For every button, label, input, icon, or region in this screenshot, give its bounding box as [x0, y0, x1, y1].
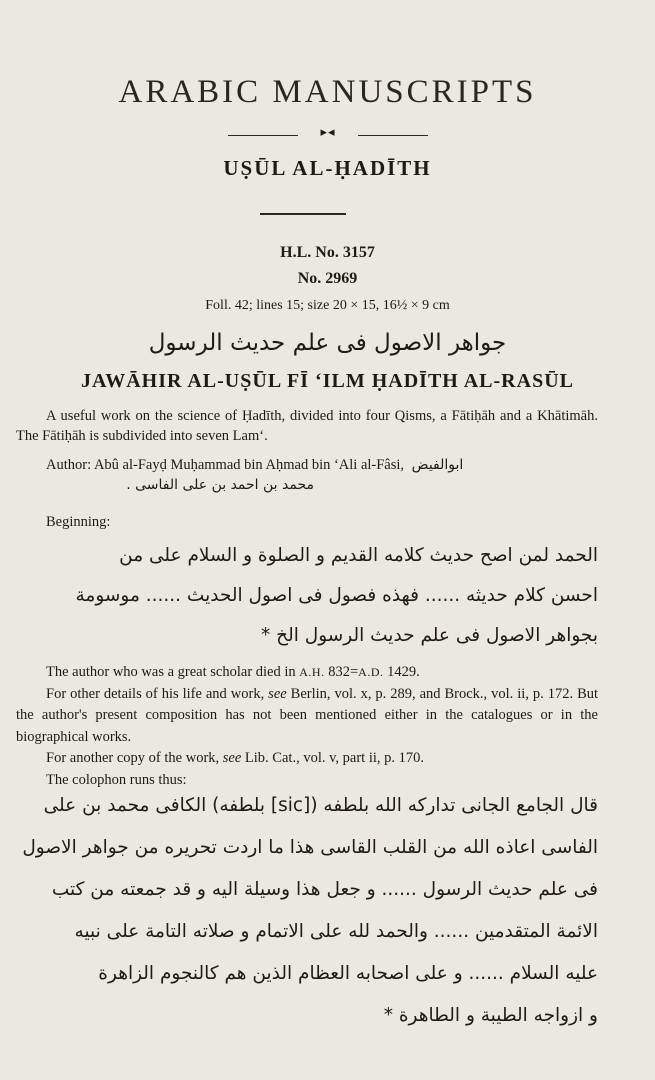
- era-ad: A.D.: [358, 665, 384, 679]
- divider-rule: [260, 213, 346, 215]
- ornament-line-right: [358, 135, 428, 136]
- colophon-line: الائمة المتقدمين ...... والحمد لله على الاتمام و صلاته التامة على نبيه: [74, 921, 598, 942]
- catalogue-number: No. 2969: [297, 270, 358, 287]
- other-details-text: Berlin, vol. x, p. 289, and Brock., vol. ii, p. 172. But the author's present composition has not been mentioned either in the catalogues or in the biographical works.: [16, 685, 599, 745]
- colophon-line: قال الجامع الجانى تداركه الله بلطفه ([sic] بلطفه) الكافى محمد بن على: [43, 795, 598, 816]
- death-year-ah: 832=: [328, 664, 359, 680]
- colophon-line: عليه السلام ...... و على اصحابه العظام الذين هم كالنجوم الزاهرة: [98, 963, 598, 984]
- ornament-glyph: ▸◂: [320, 124, 336, 139]
- work-title: JAWĀHIR AL-UṢŪL FĪ ‘ILM ḤADĪTH AL-RASŪL: [81, 370, 574, 392]
- beginning-arabic: [16, 536, 598, 656]
- author-label: Author:: [46, 457, 92, 473]
- death-note-text: The author who was a great scholar died in: [46, 664, 296, 680]
- arabic-work-title: جواهر الاصول فى علم حديث الرسول: [148, 330, 507, 356]
- author-arabic-1: ابوالفيض: [411, 457, 464, 473]
- death-year-ad: 1429.: [387, 664, 420, 680]
- section-subtitle: UṢŪL AL-ḤADĪTH: [223, 156, 432, 180]
- notes-block: [16, 662, 598, 791]
- work-description: A useful work on the science of Ḥadīth, divided into four Qisms, a Fātiḥāh and a Khātimāh. The Fātiḥāh is subdivided into seven Lam‘.: [16, 408, 598, 444]
- beginning-label: Beginning:: [46, 514, 111, 530]
- author-line: [16, 455, 598, 475]
- colophon-arabic: [16, 785, 598, 1037]
- see-reference: see: [268, 685, 287, 702]
- death-note: [16, 662, 598, 684]
- colophon-line: الفاسى اعاذه الله من القلب القاسى هذا ما اردت تحريره من جواهر الاصول: [22, 837, 598, 858]
- another-copy-prefix: For another copy of the work,: [46, 750, 220, 766]
- beginning-line: الحمد لمن اصح حديث كلامه القديم و الصلوة و السلام على من: [119, 545, 598, 566]
- title-ornament: [228, 124, 428, 142]
- author-name: Abû al-Fayḍ Muḥammad bin Aḥmad bin ‘Ali al-Fâsi,: [93, 457, 405, 473]
- beginning-line: بجواهر الاصول فى علم حديث الرسول الخ *: [261, 625, 598, 646]
- beginning-line: احسن كلام حديثه ...... فهذه فصول فى اصول الحديث ...... موسومة: [75, 585, 598, 606]
- see-reference: see: [222, 750, 242, 766]
- page-title: ARABIC MANUSCRIPTS: [118, 74, 537, 110]
- other-details-prefix: For other details of his life and work,: [46, 685, 265, 702]
- author-arabic-2: محمد بن احمد بن على الفاسى .: [126, 477, 314, 493]
- colophon-line: فى علم حديث الرسول ...... و جعل هذا وسيلة اليه و قد جمعته من كتب: [51, 879, 598, 900]
- colophon-line: و ازواجه الطيبة و الطاهرة *: [383, 1005, 598, 1026]
- colophon-intro: The colophon runs thus:: [46, 771, 187, 788]
- physical-description: Foll. 42; lines 15; size 20 × 15, 16½ × 9 cm: [205, 298, 450, 313]
- hl-number: H.L. No. 3157: [280, 244, 375, 261]
- other-details-note: [16, 684, 598, 749]
- another-copy-note: [16, 748, 598, 770]
- another-copy-text: Lib. Cat., vol. v, part ii, p. 170.: [244, 750, 425, 766]
- era-ah: A.H.: [299, 665, 325, 679]
